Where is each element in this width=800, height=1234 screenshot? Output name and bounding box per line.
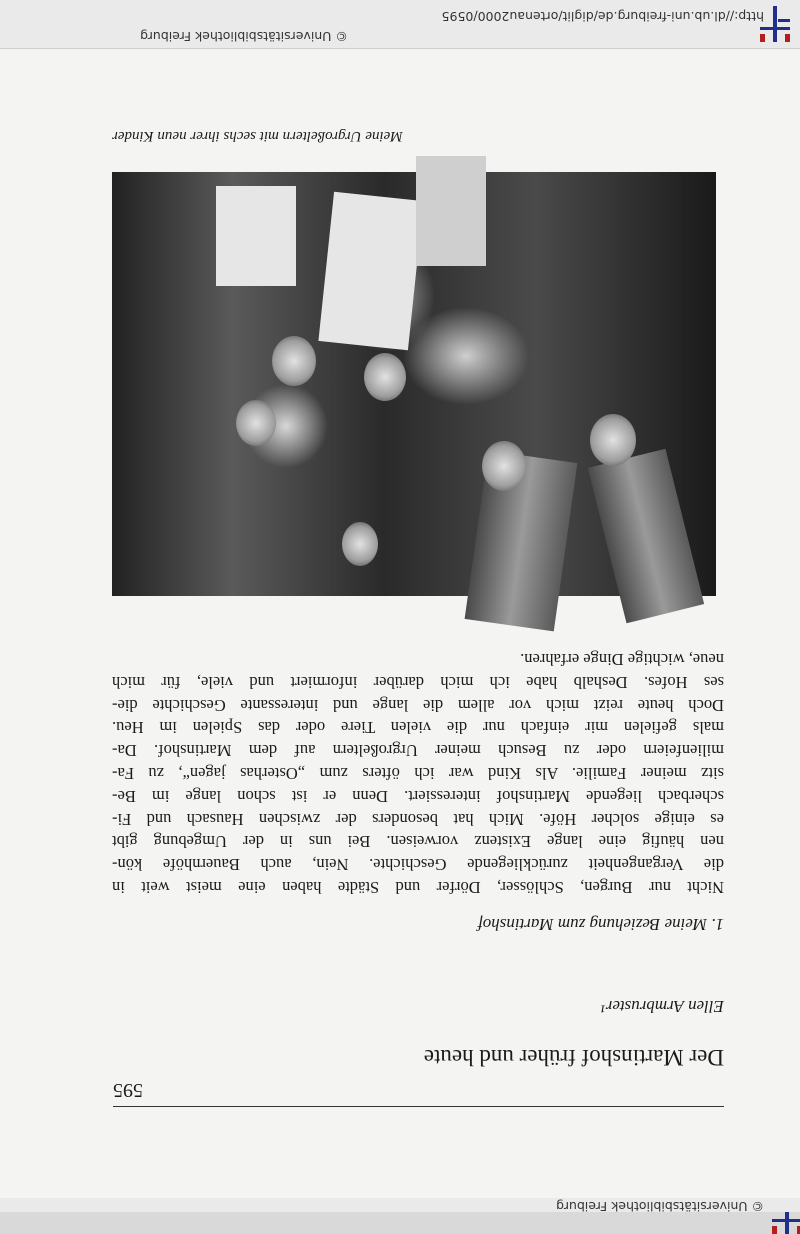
body-line: mals gefielen mir einfach nur die vielen Tiere oder das Spielen im Heu. xyxy=(112,718,724,738)
body-line: es einige solcher Höfe. Mich hat besonders der zwischen Hausach und Fi- xyxy=(112,809,724,829)
body-line: die Vergangenheit zurückliegende Geschichte. Nein, auch Bauernhöfe kön- xyxy=(112,855,724,875)
section-heading: 1. Meine Beziehung zum Martinshof xyxy=(478,915,724,934)
article-title: Der Martinshof früher und heute xyxy=(423,1045,724,1070)
viewer-top-bar xyxy=(0,1197,800,1212)
body-line: nen häufig eine lange Existenz vorweisen. Bei uns in der Umgebung gibt xyxy=(112,832,724,852)
header-rule xyxy=(113,1106,724,1107)
copyright-notice: © Universitätsbibliothek Freiburg xyxy=(140,29,348,44)
page-number: 595 xyxy=(113,1079,143,1101)
photo-caption: Meine Urgroßeltern mit sechs ihrer neun Kinder xyxy=(112,128,403,144)
body-line: sitz meiner Familie. Als Kind war ich öfters zum „Osterhas jagen“, zu Fa- xyxy=(112,764,724,784)
body-text xyxy=(112,647,724,898)
viewer-bottom-bar xyxy=(0,0,800,49)
copyright-notice-top: © Universitätsbibliothek Freiburg xyxy=(556,1199,764,1214)
body-line: Nicht nur Burgen, Schlösser, Dörfer und Städte haben eine meist weit in xyxy=(112,878,724,897)
body-line: Doch heute reizt mich vor allem die lange und interessante Geschichte die- xyxy=(112,695,724,715)
body-line: neue, wichtige Dinge erfahren. xyxy=(520,650,724,670)
document-page xyxy=(0,48,800,1198)
body-line: milienfeiern oder zu Besuch meiner Urgroßeltern auf dem Martinshof. Da- xyxy=(112,741,724,761)
body-line: scherbach liegende Martinshof interessiert. Denn er ist schon lange im Be- xyxy=(112,786,724,806)
family-photograph xyxy=(112,172,716,596)
library-logo-icon xyxy=(772,1212,800,1234)
page-url-link[interactable]: http://dl.ub.uni-freiburg.de/diglit/ortenau2000/0595 xyxy=(441,9,764,24)
body-line: ses Hofes. Deshalb habe ich mich darüber informiert und viele, für mich xyxy=(112,672,724,692)
library-logo-icon xyxy=(760,6,790,42)
article-author: Ellen Armbruster¹ xyxy=(600,997,724,1016)
